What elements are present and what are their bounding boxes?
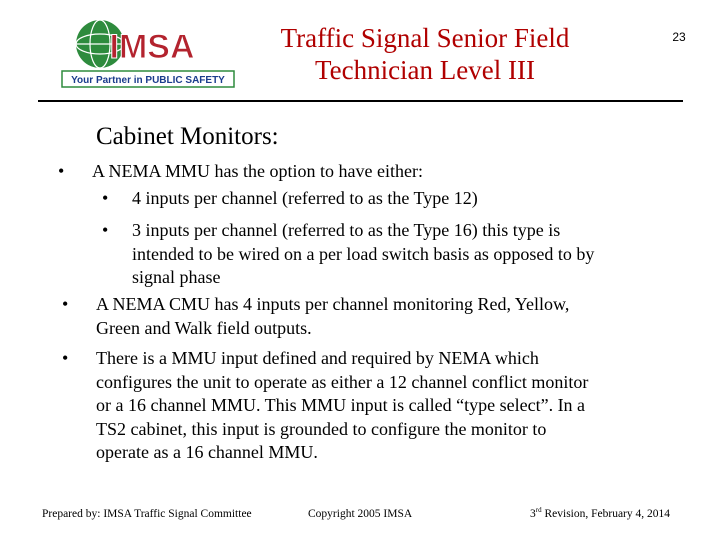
bullet-marker: •: [62, 348, 69, 368]
bullet-3-line: There is a MMU input defined and required by NEMA which: [96, 348, 539, 368]
bullet-3-line: or a 16 channel MMU. This MMU input is called “type select”. In a: [96, 395, 586, 415]
revision-date: Revision, February 4, 2014: [541, 508, 670, 520]
bullet-1-text: A NEMA MMU has the option to have either:: [92, 161, 423, 181]
sub-bullet-2-line: signal phase: [132, 267, 221, 287]
sub-bullet-2-line: intended to be wired on a per load switch basis as opposed to by: [132, 243, 595, 264]
section-heading: Cabinet Monitors:: [96, 123, 279, 150]
slide-title: [250, 22, 600, 86]
bullet-3: [96, 347, 588, 465]
imsa-logo: [58, 18, 236, 90]
footer-revision: [530, 508, 670, 520]
sub-bullet-1-text: 4 inputs per channel (referred to as the Type 12): [132, 188, 478, 208]
revision-ordinal: 3: [530, 508, 536, 520]
sub-bullet-2-line: 3 inputs per channel (referred to as the Type 16) this type is: [132, 220, 561, 240]
logo-wordmark: IMSA: [109, 28, 195, 66]
sub-bullet-2: [132, 219, 594, 290]
footer-prepared-by: Prepared by: IMSA Traffic Signal Committee: [42, 508, 252, 520]
title-line-1: Traffic Signal Senior Field: [280, 23, 570, 53]
bullet-marker: •: [62, 294, 69, 314]
logo-tagline: Your Partner in PUBLIC SAFETY: [71, 75, 225, 86]
bullet-3-line: TS2 cabinet, this input is grounded to configure the monitor to: [96, 418, 547, 439]
sub-bullet-marker: •: [102, 188, 109, 208]
bullet-marker: •: [58, 161, 65, 181]
footer-copyright: Copyright 2005 IMSA: [308, 508, 413, 520]
bullet-3-line: operate as a 16 channel MMU.: [96, 442, 318, 462]
bullet-3-line: configures the unit to operate as either a 12 channel conflict monitor: [96, 371, 589, 392]
sub-bullet-marker: •: [102, 220, 109, 240]
bullet-2-line: A NEMA CMU has 4 inputs per channel monitoring Red, Yellow,: [96, 294, 570, 314]
globe-icon: [58, 18, 236, 90]
header-divider: [38, 100, 683, 102]
bullet-2-line: Green and Walk field outputs.: [96, 317, 312, 338]
revision-suffix: rd: [535, 506, 542, 515]
bullet-2: [96, 293, 569, 340]
slide-number: 23: [672, 30, 686, 44]
title-line-2: Technician Level III: [315, 55, 535, 85]
